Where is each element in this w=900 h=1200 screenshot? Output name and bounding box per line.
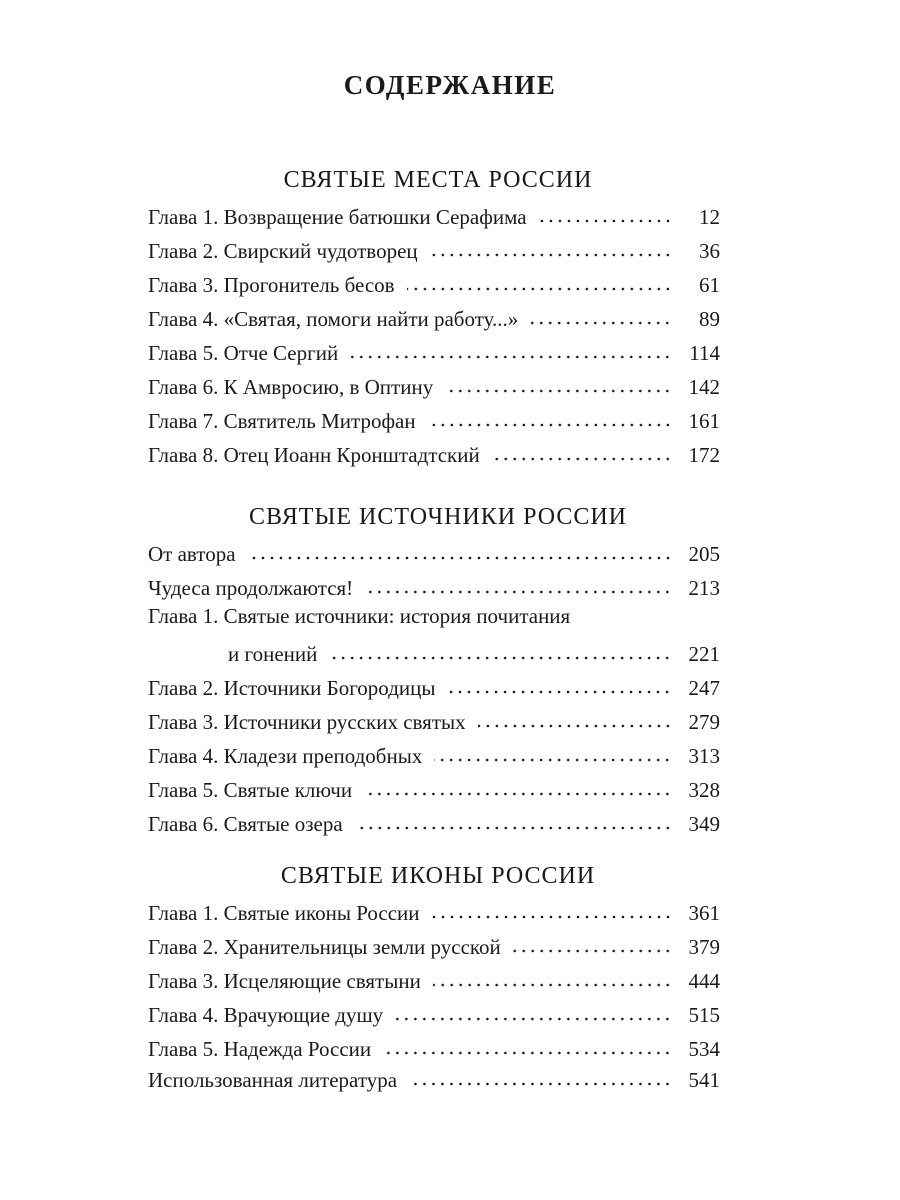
entry-page-number: 89 bbox=[699, 307, 720, 331]
entry-title: Глава 4. Врачующие душу bbox=[148, 1003, 384, 1027]
dot-leader bbox=[329, 655, 672, 661]
dot-leader bbox=[350, 354, 672, 360]
dot-leader bbox=[530, 320, 672, 326]
entry-page-number: 36 bbox=[699, 239, 720, 263]
toc-entry[interactable] bbox=[148, 568, 720, 602]
entry-page-number: 61 bbox=[699, 273, 720, 297]
entry-title: Глава 3. Прогонитель бесов bbox=[148, 273, 395, 297]
toc-entry[interactable] bbox=[148, 534, 720, 568]
entry-page-number: 313 bbox=[688, 744, 720, 768]
dot-leader bbox=[364, 791, 672, 797]
entry-title: Глава 3. Источники русских святых bbox=[148, 710, 466, 734]
toc-section-bibliography bbox=[148, 1060, 720, 1094]
entry-page-number: 142 bbox=[688, 375, 720, 399]
dot-leader bbox=[434, 757, 672, 763]
dot-leader bbox=[407, 286, 672, 292]
dot-leader bbox=[383, 1050, 672, 1056]
dot-leader bbox=[395, 1016, 672, 1022]
entry-page-number: 205 bbox=[688, 542, 720, 566]
toc-entry[interactable] bbox=[148, 299, 720, 333]
entry-title: Глава 2. Свирский чудотворец bbox=[148, 239, 418, 263]
entry-page-number: 515 bbox=[688, 1003, 720, 1027]
dot-leader bbox=[355, 825, 672, 831]
entry-title: Глава 3. Исцеляющие святыни bbox=[148, 969, 421, 993]
toc-entry[interactable] bbox=[148, 804, 720, 838]
entry-title: Глава 2. Хранительницы земли русской bbox=[148, 935, 501, 959]
entry-page-number: 534 bbox=[688, 1037, 720, 1061]
entry-title: Глава 1. Святые источники: история почитания bbox=[148, 604, 571, 628]
entry-line-continuation bbox=[148, 634, 720, 668]
entry-page-number: 247 bbox=[688, 676, 720, 700]
toc-section-holy-icons bbox=[148, 859, 720, 1063]
entry-title: Глава 8. Отец Иоанн Кронштадтский bbox=[148, 443, 480, 467]
entry-page-number: 541 bbox=[688, 1068, 720, 1092]
toc-entry[interactable] bbox=[148, 995, 720, 1029]
dot-leader bbox=[365, 589, 672, 595]
section-heading: СВЯТЫЕ ИКОНЫ РОССИИ bbox=[280, 863, 596, 889]
toc-entry[interactable] bbox=[148, 736, 720, 770]
entry-title: Глава 4. «Святая, помоги найти работу...» bbox=[148, 307, 519, 331]
entry-page-number: 161 bbox=[688, 409, 720, 433]
toc-entry[interactable] bbox=[148, 197, 720, 231]
toc-entry[interactable] bbox=[148, 893, 720, 927]
entry-page-number: 12 bbox=[699, 205, 720, 229]
entry-title: Глава 1. Святые иконы России bbox=[148, 901, 420, 925]
entry-title-continuation: и гонений bbox=[228, 642, 318, 666]
toc-entry[interactable] bbox=[148, 702, 720, 736]
toc-entry[interactable] bbox=[148, 770, 720, 804]
dot-leader bbox=[478, 723, 672, 729]
entry-page-number: 444 bbox=[688, 969, 720, 993]
dot-leader bbox=[513, 948, 672, 954]
entry-title: Глава 4. Кладези преподобных bbox=[148, 744, 423, 768]
toc-entry[interactable] bbox=[148, 602, 720, 668]
entry-page-number: 114 bbox=[689, 341, 720, 365]
dot-leader bbox=[447, 689, 672, 695]
entry-title: Чудеса продолжаются! bbox=[148, 576, 354, 600]
page-title: СОДЕРЖАНИЕ bbox=[343, 70, 557, 100]
toc-section-holy-springs bbox=[148, 500, 720, 838]
dot-leader bbox=[539, 218, 672, 224]
dot-leader bbox=[428, 422, 672, 428]
entry-page-number: 213 bbox=[688, 576, 720, 600]
entry-title: Глава 7. Святитель Митрофан bbox=[148, 409, 416, 433]
dot-leader bbox=[430, 252, 672, 258]
entry-page-number: 379 bbox=[688, 935, 720, 959]
entry-title: Глава 5. Надежда России bbox=[148, 1037, 372, 1061]
toc-entry[interactable] bbox=[148, 961, 720, 995]
section-heading: СВЯТЫЕ ИСТОЧНИКИ РОССИИ bbox=[248, 504, 628, 530]
entry-title: Глава 2. Источники Богородицы bbox=[148, 676, 436, 700]
toc-entry[interactable] bbox=[148, 333, 720, 367]
toc-entry-bibliography[interactable] bbox=[148, 1060, 720, 1094]
dot-leader bbox=[248, 555, 672, 561]
entry-page-number: 349 bbox=[688, 812, 720, 836]
entry-title: Глава 5. Отче Сергий bbox=[148, 341, 339, 365]
entry-page-number: 361 bbox=[688, 901, 720, 925]
dot-leader bbox=[432, 914, 672, 920]
entry-page-number: 328 bbox=[688, 778, 720, 802]
toc-entry[interactable] bbox=[148, 401, 720, 435]
toc-entry[interactable] bbox=[148, 265, 720, 299]
dot-leader bbox=[445, 388, 672, 394]
dot-leader bbox=[409, 1081, 672, 1087]
entry-title: Использованная литература bbox=[148, 1068, 398, 1092]
toc-entry[interactable] bbox=[148, 1029, 720, 1063]
toc-entry[interactable] bbox=[148, 367, 720, 401]
entry-title: От автора bbox=[148, 542, 236, 566]
entry-page-number: 172 bbox=[688, 443, 720, 467]
toc-entry[interactable] bbox=[148, 927, 720, 961]
entry-page-number: 221 bbox=[688, 642, 720, 666]
entry-title: Глава 6. К Амвросию, в Оптину bbox=[148, 375, 434, 399]
entry-page-number: 279 bbox=[688, 710, 720, 734]
toc-section-holy-places bbox=[148, 163, 720, 469]
toc-entry[interactable] bbox=[148, 435, 720, 469]
toc-entry[interactable] bbox=[148, 231, 720, 265]
entry-title: Глава 5. Святые ключи bbox=[148, 778, 353, 802]
section-heading: СВЯТЫЕ МЕСТА РОССИИ bbox=[283, 167, 593, 193]
entry-title: Глава 1. Возвращение батюшки Серафима bbox=[148, 205, 527, 229]
toc-entry[interactable] bbox=[148, 668, 720, 702]
dot-leader bbox=[492, 456, 672, 462]
dot-leader bbox=[433, 982, 672, 988]
entry-title: Глава 6. Святые озера bbox=[148, 812, 343, 836]
